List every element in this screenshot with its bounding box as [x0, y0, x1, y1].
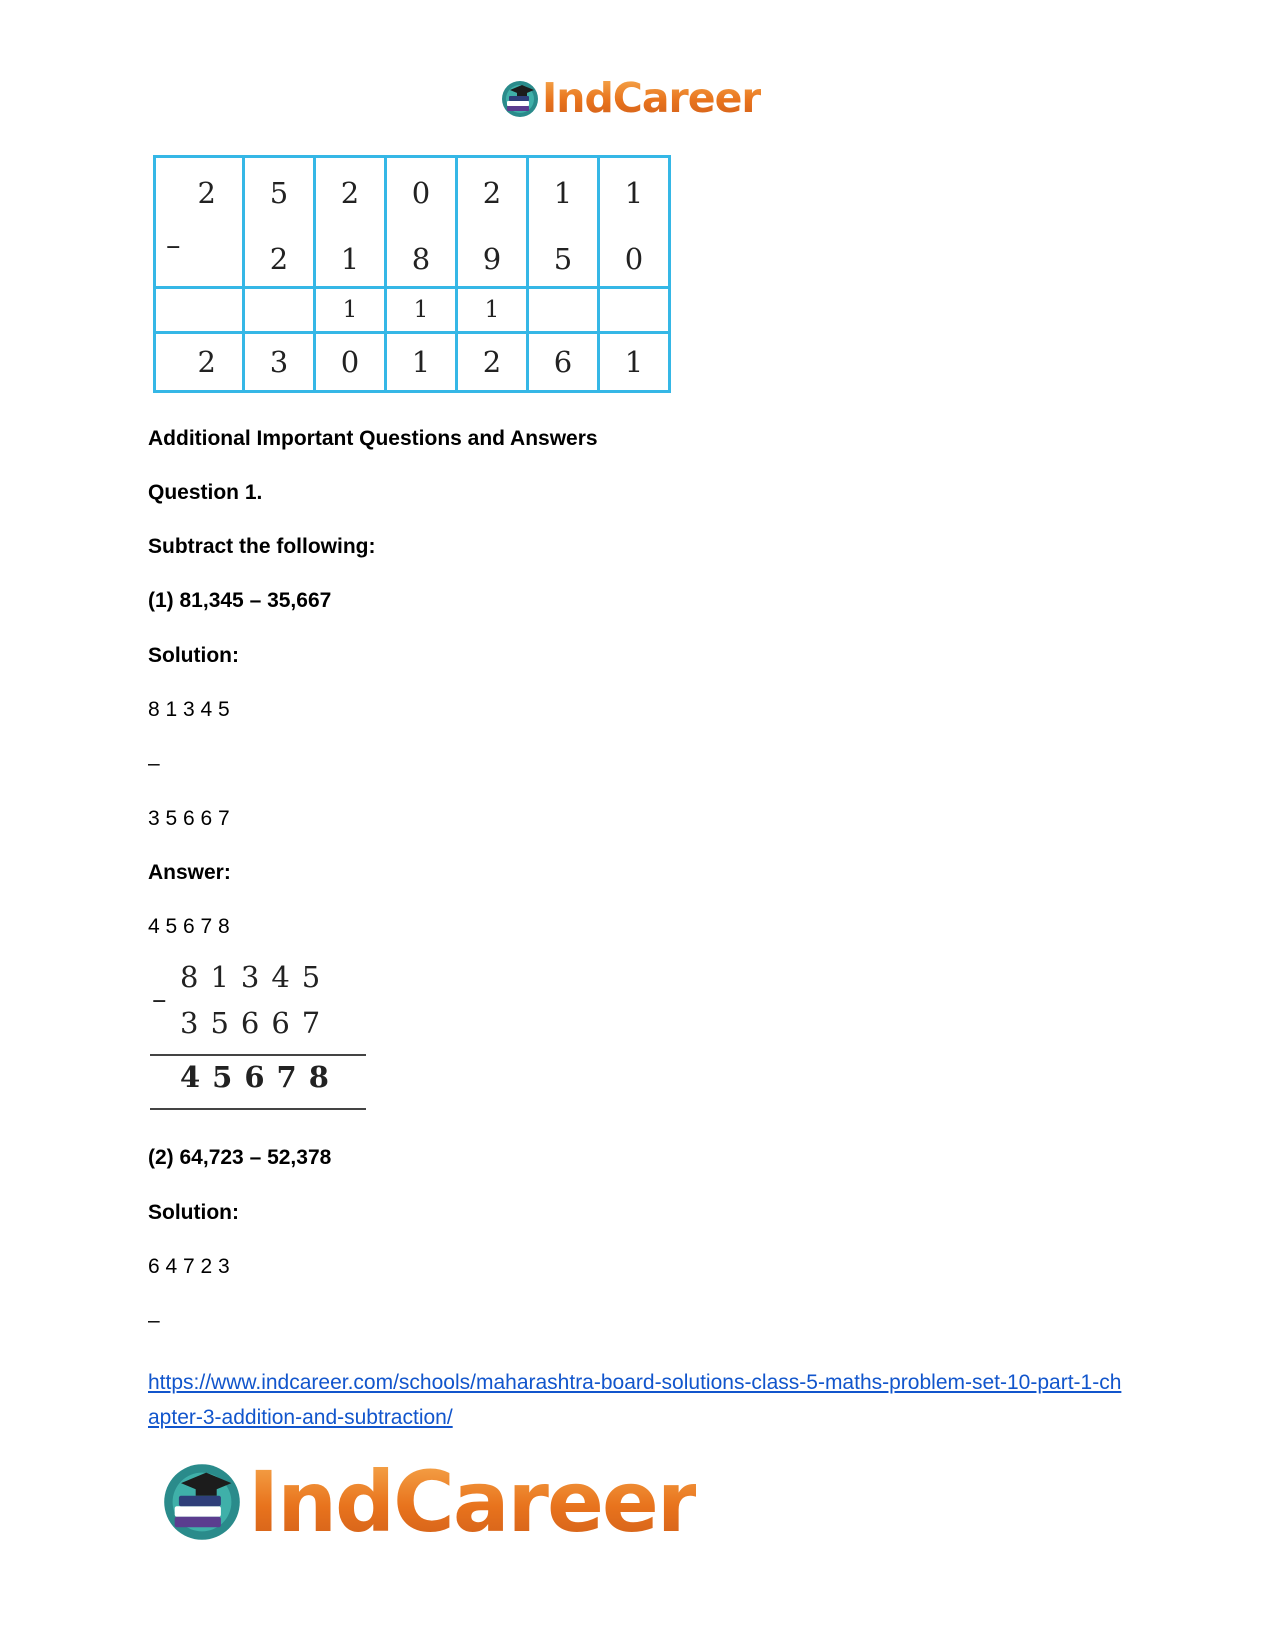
question-label: Question 1. — [148, 481, 263, 504]
table-cell — [155, 288, 244, 333]
worked-minuend: 81345 — [180, 960, 333, 994]
worked-subtrahend: 35667 — [180, 1006, 333, 1040]
section-heading: Additional Important Questions and Answers — [148, 427, 598, 450]
minus-sign: – — [166, 228, 181, 262]
table-cell: 6 — [528, 333, 599, 392]
solution-1-label: Solution: — [148, 644, 239, 667]
divider-line — [150, 1054, 366, 1056]
table-cell: 2 – — [155, 157, 244, 288]
problem-1-minuend: 8 1 3 4 5 — [148, 698, 230, 721]
worked-subtraction-1 — [150, 960, 366, 1114]
indcareer-logo-bottom — [160, 1453, 697, 1551]
table-cell: 1 — [315, 288, 386, 333]
table-cell: 2 — [457, 333, 528, 392]
worked-difference: 45678 — [180, 1060, 341, 1094]
problem-1-subtrahend: 3 5 6 6 7 — [148, 807, 230, 830]
table-cell: 5 2 — [244, 157, 315, 288]
table-cell: 0 — [315, 333, 386, 392]
problem-1-minus: – — [148, 752, 160, 775]
table-cell: 1 5 — [528, 157, 599, 288]
subtraction-grid-table — [153, 155, 671, 393]
divider-line — [150, 1108, 366, 1110]
problem-1: (1) 81,345 – 35,667 — [148, 589, 332, 612]
table-cell: 1 — [386, 288, 457, 333]
table-cell: 1 0 — [599, 157, 670, 288]
table-cell — [599, 288, 670, 333]
problem-2: (2) 64,723 – 52,378 — [148, 1146, 332, 1169]
graduation-cap-book-icon — [160, 1460, 244, 1544]
table-cell — [528, 288, 599, 333]
answer-1-value: 4 5 6 7 8 — [148, 915, 230, 938]
logo-wordmark: IndCareer — [542, 74, 761, 122]
table-cell: 1 — [386, 333, 457, 392]
table-cell: 3 — [244, 333, 315, 392]
minus-sign: – — [152, 982, 167, 1016]
answer-1-label: Answer: — [148, 861, 231, 884]
table-cell — [244, 288, 315, 333]
table-cell: 0 8 — [386, 157, 457, 288]
logo-wordmark: IndCareer — [248, 1453, 697, 1551]
problem-2-minus: – — [148, 1309, 160, 1332]
problem-2-minuend: 6 4 7 2 3 — [148, 1255, 230, 1278]
instruction-text: Subtract the following: — [148, 535, 376, 558]
table-cell: 1 — [599, 333, 670, 392]
table-row — [155, 157, 670, 288]
table-cell: 1 — [457, 288, 528, 333]
indcareer-logo-top — [500, 74, 761, 122]
table-cell: 2 1 — [315, 157, 386, 288]
table-cell: 2 — [155, 333, 244, 392]
table-row-carry — [155, 288, 670, 333]
table-cell: 2 9 — [457, 157, 528, 288]
solution-2-label: Solution: — [148, 1201, 239, 1224]
graduation-cap-book-icon — [500, 79, 540, 119]
table-row-result — [155, 333, 670, 392]
source-link[interactable]: https://www.indcareer.com/schools/maharashtra-board-solutions-class-5-maths-problem-set-10-part-1-chapter-3-addition-and-subtraction/ — [148, 1371, 1122, 1429]
